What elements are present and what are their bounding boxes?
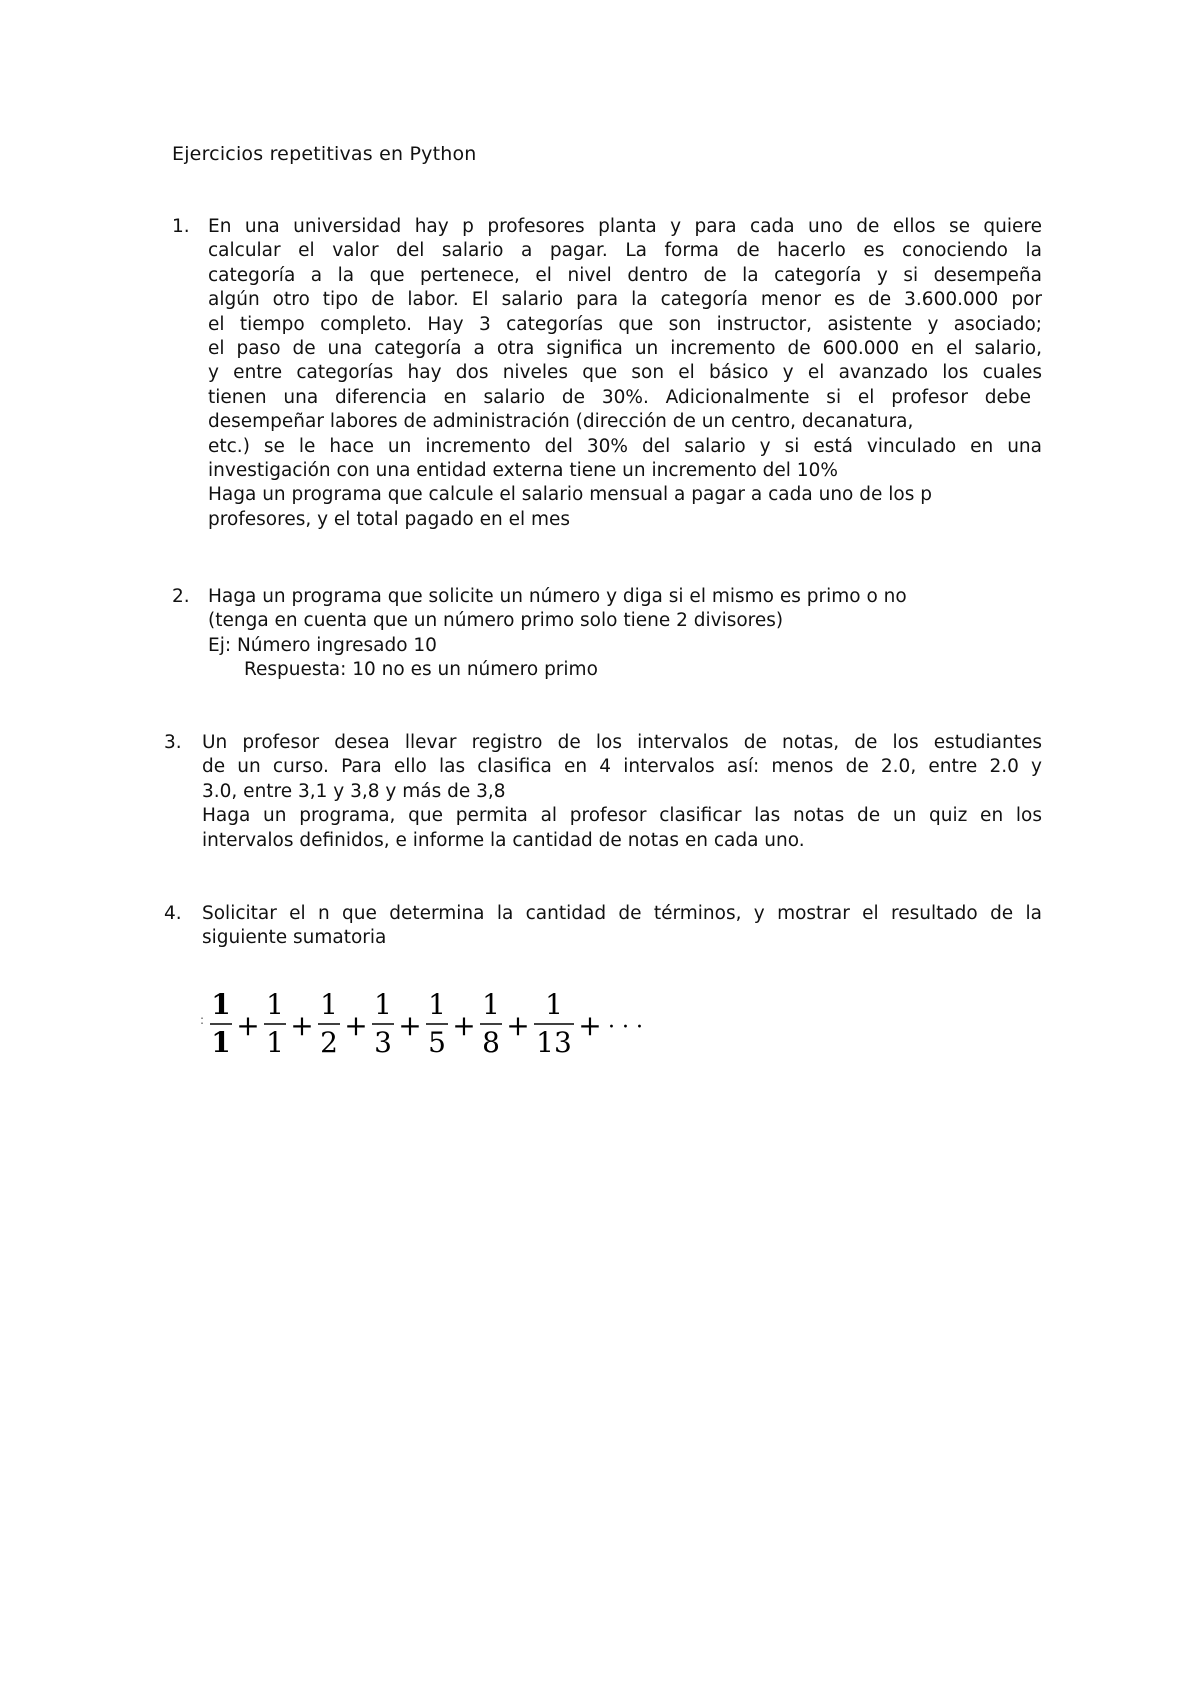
text-line: el tiempo completo. Hay 3 categorías que son instructor, asistente y asociado; [208,313,1042,335]
text-line: y entre categorías hay dos niveles que son el básico y el avanzado los cuales [208,362,1042,384]
text-line: desempeñar labores de administración (dirección de un centro, decanatura, [208,411,914,433]
exercise-2 [172,585,1042,683]
ellipsis: · · · [608,1015,643,1040]
text-line: de un curso. Para ello las clasifica en 4 intervalos así: menos de 2.0, entre 2.0 y [202,756,1042,778]
fraction-term [264,988,286,1059]
summation-formula [200,980,720,1060]
plus-operator: + [506,1009,530,1042]
fraction-denominator: 2 [320,1026,338,1059]
fraction-denominator: 5 [428,1026,446,1059]
text-line: tienen una diferencia en salario de 30%. Adicionalmente si el profesor debe [208,386,1032,408]
plus-operator: + [452,1009,476,1042]
text-line: Haga un programa que calcule el salario mensual a pagar a cada uno de los p [208,484,932,506]
fraction-term [426,988,448,1059]
text-line: profesores, y el total pagado en el mes [208,508,571,530]
fraction-denominator: 13 [536,1026,572,1059]
example-answer-line: Respuesta: 10 no es un número primo [244,659,598,681]
plus-operator: + [344,1009,368,1042]
plus-operator: + [290,1009,314,1042]
exercise-number: 3. [164,732,182,753]
text-line: categoría a la que pertenece, el nivel dentro de la categoría y si desempeña [208,264,1042,286]
page-title: Ejercicios repetitivas en Python [172,143,477,165]
exercise-text [202,731,1042,853]
exercise-1 [172,215,1042,532]
text-line: En una universidad hay p profesores planta y para cada uno de ellos se quiere [208,216,1042,237]
text-line: etc.) se le hace un incremento del 30% del salario y si está vinculado en una [208,435,1042,457]
text-line: intervalos definidos, e informe la cantidad de notas en cada uno. [202,829,805,851]
exercise-4 [164,902,1042,951]
text-line: investigación con una entidad externa tiene un incremento del 10% [208,460,838,482]
fraction-denominator: 1 [211,1026,231,1059]
exercise-number: 4. [164,903,182,924]
exercise-text [208,585,1042,683]
fraction-term [480,988,502,1059]
formula-prefix: : [200,1013,205,1027]
text-line: Haga un programa que solicite un número y diga si el mismo es primo o no [208,586,907,607]
exercise-number: 1. [172,216,190,237]
exercise-text [208,215,1042,532]
fraction-denominator: 3 [374,1026,392,1059]
text-line: calcular el valor del salario a pagar. La forma de hacerlo es conociendo la [208,240,1042,262]
text-line: siguiente sumatoria [202,927,387,949]
exercise-3 [164,731,1042,853]
fraction-term [372,988,394,1059]
fraction-numerator: 1 [211,988,231,1021]
fraction-numerator: 1 [482,988,500,1021]
text-line: 3.0, entre 3,1 y 3,8 y más de 3,8 [202,780,506,802]
fraction-term [534,988,574,1059]
text-line: algún otro tipo de labor. El salario para la categoría menor es de 3.600.000 por [208,289,1042,311]
text-line: el paso de una categoría a otra significa un incremento de 600.000 en el salario, [208,338,1042,360]
text-line: Haga un programa, que permita al profesor clasificar las notas de un quiz en los [202,805,1042,827]
text-line: (tenga en cuenta que un número primo solo tiene 2 divisores) [208,610,784,632]
fraction-numerator: 1 [374,988,392,1021]
fraction-numerator: 1 [266,988,284,1021]
fraction-term [210,988,232,1059]
text-line: Solicitar el n que determina la cantidad de términos, y mostrar el resultado de la [202,903,1042,924]
fraction-numerator: 1 [320,988,338,1021]
exercise-text [202,902,1042,951]
plus-operator: + [236,1009,260,1042]
fraction-term [318,988,340,1059]
fraction-numerator: 1 [545,988,563,1021]
text-line: Un profesor desea llevar registro de los intervalos de notas, de los estudiantes [202,732,1042,753]
example-input-line: Ej: Número ingresado 10 [208,634,437,656]
fraction-numerator: 1 [428,988,446,1021]
plus-operator: + [578,1009,602,1042]
exercise-number: 2. [172,586,190,607]
fraction-denominator: 8 [482,1026,500,1059]
plus-operator: + [398,1009,422,1042]
fraction-denominator: 1 [266,1026,284,1059]
